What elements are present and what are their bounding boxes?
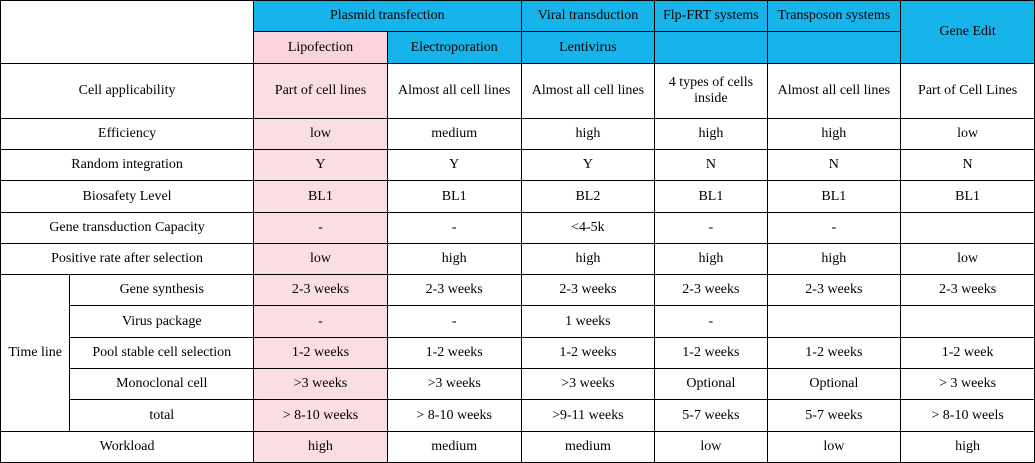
cell-value: low [254, 243, 388, 274]
cell-value: high [387, 243, 521, 274]
table-row [1, 306, 1035, 337]
cell-value: medium [521, 431, 655, 462]
header-group-gene-edit: Gene Edit [901, 1, 1035, 64]
cell-value: - [655, 306, 767, 337]
cell-value: 2-3 weeks [767, 275, 901, 306]
cell-value: low [254, 118, 388, 149]
cell-value: high [767, 118, 901, 149]
cell-value: - [254, 212, 388, 243]
cell-value: 4 types of cells inside [655, 63, 767, 118]
cell-value: 2-3 weeks [655, 275, 767, 306]
cell-value: 1-2 weeks [254, 337, 388, 368]
cell-value: 2-3 weeks [521, 275, 655, 306]
cell-value: medium [387, 118, 521, 149]
row-label-time-line: Time line [1, 275, 70, 431]
cell-value: high [521, 243, 655, 274]
cell-value: - [655, 212, 767, 243]
table-row [1, 118, 1035, 149]
cell-value [901, 306, 1035, 337]
cell-value: Part of cell lines [254, 63, 388, 118]
cell-value: BL1 [655, 181, 767, 212]
table-row [1, 212, 1035, 243]
row-label-efficiency: Efficiency [1, 118, 254, 149]
cell-value: 5-7 weeks [655, 400, 767, 431]
table-row [1, 181, 1035, 212]
header-group-flp-frt: Flp-FRT systems [655, 1, 767, 32]
cell-value: low [901, 243, 1035, 274]
row-label-virus-package: Virus package [70, 306, 254, 337]
cell-value: > 3 weeks [901, 369, 1035, 400]
cell-value: >9-11 weeks [521, 400, 655, 431]
cell-value: Almost all cell lines [521, 63, 655, 118]
cell-value: Almost all cell lines [387, 63, 521, 118]
cell-value: 1-2 weeks [767, 337, 901, 368]
cell-value: 1-2 week [901, 337, 1035, 368]
row-label-total: total [70, 400, 254, 431]
cell-value: >3 weeks [387, 369, 521, 400]
cell-value: N [901, 149, 1035, 180]
cell-value: BL1 [254, 181, 388, 212]
header-sub-lipofection: Lipofection [254, 32, 388, 63]
table-row [1, 243, 1035, 274]
cell-value: 2-3 weeks [387, 275, 521, 306]
header-group-plasmid: Plasmid transfection [254, 1, 521, 32]
cell-value: high [901, 431, 1035, 462]
cell-value: BL1 [387, 181, 521, 212]
cell-value: Optional [655, 369, 767, 400]
cell-value: Y [521, 149, 655, 180]
header-sub-transposon-blank [767, 32, 901, 63]
cell-value: high [767, 243, 901, 274]
row-label-positive-rate: Positive rate after selection [1, 243, 254, 274]
header-group-transposon: Transposon systems [767, 1, 901, 32]
cell-value: high [254, 431, 388, 462]
row-label-biosafety-level: Biosafety Level [1, 181, 254, 212]
cell-value: BL2 [521, 181, 655, 212]
row-label-workload: Workload [1, 431, 254, 462]
cell-value: low [767, 431, 901, 462]
cell-value: medium [387, 431, 521, 462]
cell-value: 5-7 weeks [767, 400, 901, 431]
row-label-gene-transduction-capacity: Gene transduction Capacity [1, 212, 254, 243]
cell-value: N [655, 149, 767, 180]
header-sub-electroporation: Electroporation [387, 32, 521, 63]
cell-value: > 8-10 weeks [387, 400, 521, 431]
cell-value: low [655, 431, 767, 462]
cell-value: Y [254, 149, 388, 180]
table-row [1, 63, 1035, 118]
header-sub-lentivirus: Lentivirus [521, 32, 655, 63]
cell-value: high [655, 243, 767, 274]
cell-value: 2-3 weeks [901, 275, 1035, 306]
table-row [1, 149, 1035, 180]
cell-value: Optional [767, 369, 901, 400]
header-group-viral: Viral transduction [521, 1, 655, 32]
cell-value: 2-3 weeks [254, 275, 388, 306]
row-label-cell-applicability: Cell applicability [1, 63, 254, 118]
cell-value: 1-2 weeks [521, 337, 655, 368]
row-label-monoclonal-cell: Monoclonal cell [70, 369, 254, 400]
cell-value: > 8-10 weeks [254, 400, 388, 431]
cell-value [901, 212, 1035, 243]
cell-value: Y [387, 149, 521, 180]
cell-value: high [655, 118, 767, 149]
cell-value: - [767, 212, 901, 243]
cell-value: - [387, 306, 521, 337]
cell-value: <4-5k [521, 212, 655, 243]
row-label-gene-synthesis: Gene synthesis [70, 275, 254, 306]
cell-value: - [254, 306, 388, 337]
header-corner-blank [1, 1, 254, 64]
table-row [1, 400, 1035, 431]
cell-value: BL1 [901, 181, 1035, 212]
cell-value [767, 306, 901, 337]
cell-value: 1-2 weeks [387, 337, 521, 368]
table-header-group-row [1, 1, 1035, 32]
cell-value: >3 weeks [254, 369, 388, 400]
cell-value: > 8-10 weels [901, 400, 1035, 431]
cell-value: - [387, 212, 521, 243]
cell-value: BL1 [767, 181, 901, 212]
cell-value: low [901, 118, 1035, 149]
cell-value: >3 weeks [521, 369, 655, 400]
table-row [1, 275, 1035, 306]
row-label-random-integration: Random integration [1, 149, 254, 180]
cell-value: 1-2 weeks [655, 337, 767, 368]
row-label-pool-stable-cell-selection: Pool stable cell selection [70, 337, 254, 368]
table-row [1, 431, 1035, 462]
cell-value: Part of Cell Lines [901, 63, 1035, 118]
cell-value: high [521, 118, 655, 149]
header-sub-flp-frt-blank [655, 32, 767, 63]
table-row [1, 337, 1035, 368]
cell-value: N [767, 149, 901, 180]
cell-value: 1 weeks [521, 306, 655, 337]
table-row [1, 369, 1035, 400]
cell-value: Almost all cell lines [767, 63, 901, 118]
